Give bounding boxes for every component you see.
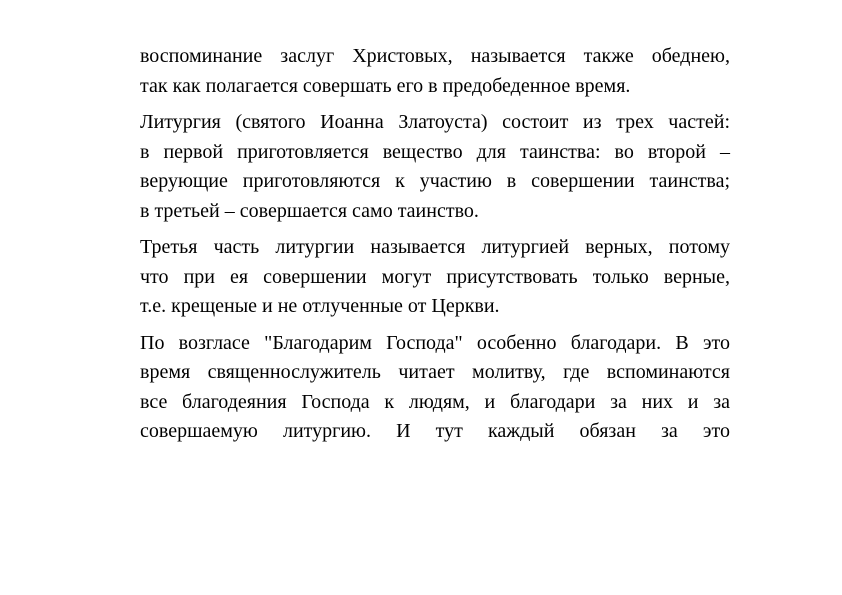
paragraph-line: в третьей – совершается само таинство. (140, 199, 479, 222)
paragraph-2 (140, 108, 730, 226)
paragraph-1 (140, 42, 730, 101)
paragraph-line: так как полагается совершать его в предобеденное время. (140, 74, 631, 97)
paragraph-line: Литургия (святого Иоанна Златоуста) состоит из трех частей: (140, 111, 730, 133)
paragraph-line: время священнослужитель читает молитву, где вспоминаются (140, 361, 730, 383)
paragraph-line: воспоминание заслуг Христовых, называется также обеднею, (140, 45, 730, 67)
paragraph-line: верующие приготовляются к участию в совершении таинства; (140, 170, 730, 192)
paragraph-line: что при ея совершении могут присутствовать только верные, (140, 265, 730, 288)
paragraph-line: Третья часть литургии называется литургией верных, потому (140, 236, 730, 258)
paragraph-line: в первой приготовляется вещество для таинства: во второй – (140, 140, 730, 163)
paragraph-line: совершаемую литургию. И тут каждый обязан за это (140, 420, 730, 442)
paragraph-4 (140, 329, 730, 447)
paragraph-line: По возгласе "Благодарим Господа" особенно благодари. В это (140, 331, 730, 354)
document-body (140, 42, 730, 454)
paragraph-line: все благодеяния Господа к людям, и благодари за них и за (140, 390, 730, 413)
paragraph-line: т.е. крещеные и не отлученные от Церкви. (140, 295, 500, 317)
paragraph-3 (140, 233, 730, 322)
